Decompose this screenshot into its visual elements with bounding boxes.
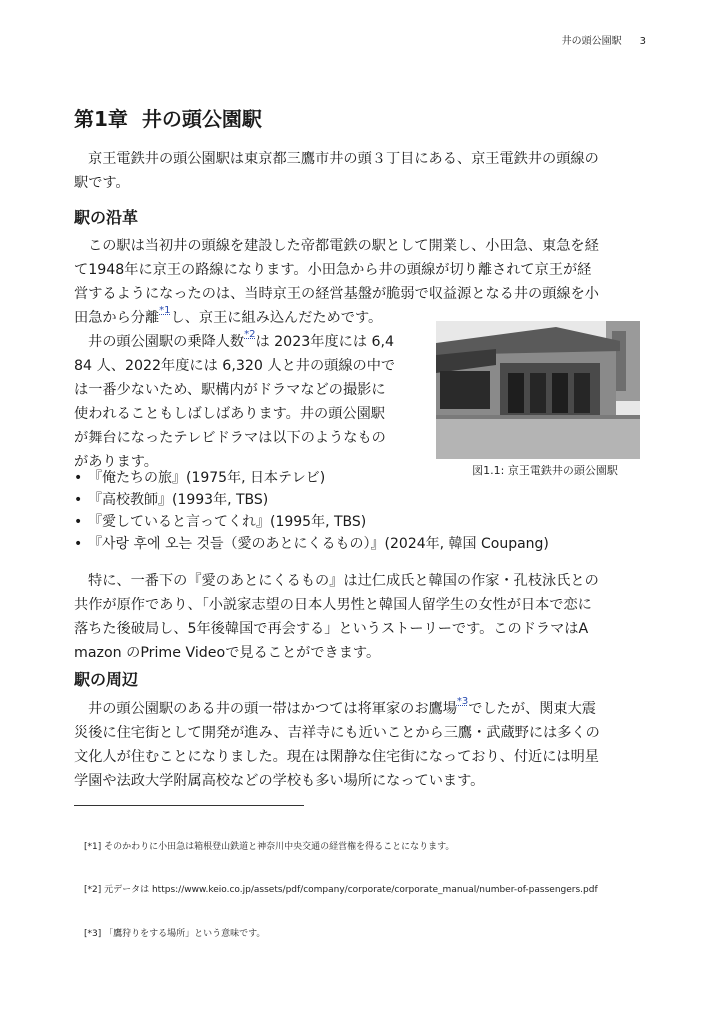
intro-paragraph: [74, 147, 654, 195]
footnote-ref-3[interactable]: *3: [456, 696, 469, 707]
section-heading-history: 駅の沿革: [74, 208, 139, 227]
text-line: 駅です。: [74, 175, 130, 191]
history-paragraph-3: [74, 569, 654, 665]
text-line: 特に、一番下の『愛のあとにくるもの』は辻仁成氏と韓国の作家・孔枝泳氏との: [88, 573, 599, 589]
text-run: 井の頭公園駅の乗降人数: [88, 334, 245, 350]
list-item: • 『사랑 후에 오는 것들（愛のあとにくるもの）』(2024年, 韓国 Coupang): [74, 533, 549, 555]
text-line: 災後に住宅街として開発が進み、吉祥寺にも近いことから三鷹・武蔵野には多くの: [74, 725, 600, 741]
text-line: は一番少ないため、駅構内がドラマなどの撮影に: [74, 382, 386, 398]
list-item: • 『俺たちの旅』(1975年, 日本テレビ): [74, 467, 549, 489]
text-line: [74, 330, 426, 354]
text-line: 使われることもしばしばあります。井の頭公園駅: [74, 406, 385, 422]
station-photo: [436, 321, 640, 459]
footnote-3: [*3] 「鷹狩りをする場所」という意味です。: [84, 929, 266, 939]
text-line: 京王電鉄井の頭公園駅は東京都三鷹市井の頭３丁目にある、京王電鉄井の頭線の: [88, 151, 599, 167]
text-line: [74, 697, 654, 721]
running-header: [562, 32, 646, 47]
footnote-2: [*2] 元データは https://www.keio.co.jp/assets/pdf/company/corporate/corporate_manual/number-of-passengers.pdf: [84, 885, 598, 895]
footnote-1: [*1] そのかわりに小田急は箱根登山鉄道と神奈川中央交通の経営権を得ることになります。: [84, 842, 455, 852]
text-line: が舞台になったテレビドラマは以下のようなもの: [74, 430, 386, 446]
text-run: でしたが、関東大震: [468, 701, 596, 717]
section-heading-surroundings: 駅の周辺: [74, 670, 139, 689]
text-line: 共作が原作であり、「小説家志望の日本人男性と韓国人留学生の女性が日本で恋に: [74, 597, 592, 613]
surroundings-paragraph: [74, 697, 654, 793]
footnote-divider: [74, 805, 304, 806]
history-paragraph-2: [74, 330, 426, 474]
page-number: 3: [639, 36, 646, 47]
text-line: mazon のPrime Videoで見ることができます。: [74, 645, 381, 661]
text-run: し、京王に組み込んだためです。: [170, 310, 383, 326]
chapter-title: [74, 103, 262, 132]
text-line: 文化人が住むことになりました。現在は閑静な住宅街になっており、付近には明星: [74, 749, 599, 765]
text-line: があります。: [74, 454, 158, 470]
drama-list: [74, 467, 549, 555]
text-line: この駅は当初井の頭線を建設した帝都電鉄の駅として開業し、小田急、東急を経: [88, 238, 599, 254]
list-item: • 『高校教師』(1993年, TBS): [74, 489, 549, 511]
text-line: 落ちた後破局し、5年後韓国で再会する」というストーリーです。このドラマはA: [74, 621, 589, 637]
text-run: 田急から分離: [74, 310, 160, 326]
history-paragraph-1: [74, 234, 654, 330]
running-header-title: 井の頭公園駅: [561, 36, 622, 47]
station-photo-illustration: [436, 321, 640, 459]
chapter-number: 第1章: [74, 107, 128, 131]
figure-caption: 図1.1: 京王電鉄井の頭公園駅: [472, 464, 618, 477]
text-line: 学園や法政大学附属高校などの学校も多い場所になっています。: [74, 773, 485, 789]
text-run: 井の頭公園駅のある井の頭一帯はかつては将軍家のお鷹場: [88, 701, 457, 717]
text-run: は 2023年度には 6,4: [255, 334, 395, 350]
text-line: 営するようになったのは、当時京王の経営基盤が脆弱で収益源となる井の頭線を小: [74, 286, 599, 302]
footnote-ref-1[interactable]: *1: [159, 305, 171, 316]
text-line: 84 人、2022年度には 6,320 人と井の頭線の中で: [74, 358, 396, 374]
text-line: て1948年に京王の路線になります。小田急から井の頭線が切り離されて京王が経: [74, 262, 592, 278]
footnote-ref-2[interactable]: *2: [244, 329, 256, 340]
list-item: • 『愛していると言ってくれ』(1995年, TBS): [74, 511, 549, 533]
chapter-name: 井の頭公園駅: [141, 107, 262, 131]
